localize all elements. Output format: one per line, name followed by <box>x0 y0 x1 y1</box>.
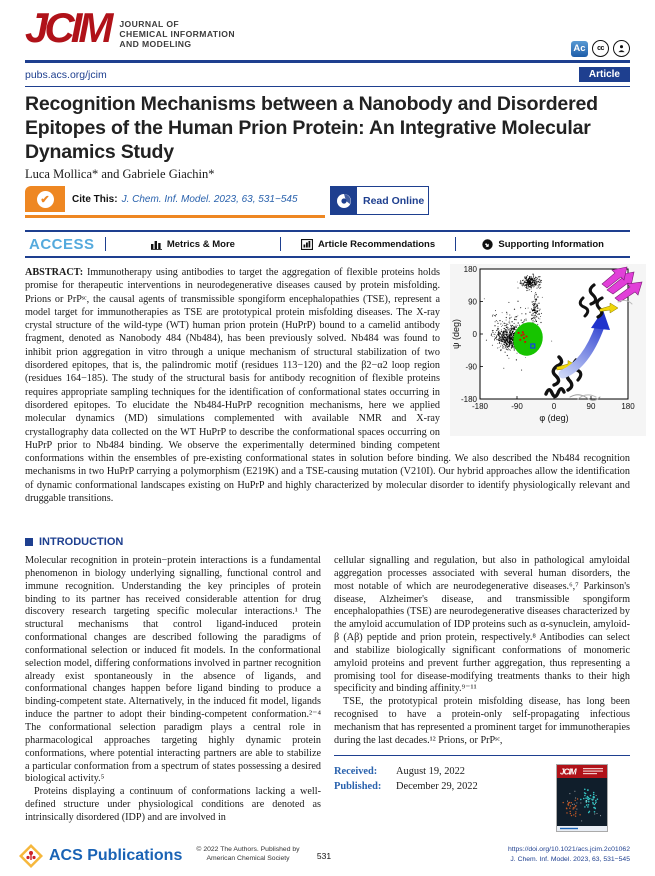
article-type-badge: Article <box>579 67 630 82</box>
svg-text:JCIM: JCIM <box>560 767 576 777</box>
journal-citation: J. Chem. Inf. Model. 2023, 63, 531−545 <box>510 855 630 863</box>
cite-tab <box>25 186 65 212</box>
y-tick: -180 <box>460 395 477 404</box>
cite-this-badge[interactable] <box>25 186 325 218</box>
page-number: 531 <box>316 851 332 861</box>
intro-paragraph: Proteins displaying a continuum of conformations lacking a well-defined structure under physiological conditions are denoted as intrinsically disordered (IDP) and are involved in <box>25 786 321 823</box>
section-bullet-icon <box>25 538 33 546</box>
jcim-logo: JCIM <box>25 4 110 51</box>
copyright-notice: © 2022 The Authors. Published by American Chemical Society <box>196 846 300 863</box>
right-column <box>334 555 630 841</box>
header-rule <box>25 60 630 63</box>
access-label[interactable]: ACCESS <box>29 235 95 253</box>
read-online-label: Read Online <box>363 194 425 207</box>
creative-commons-icon[interactable]: cc <box>592 40 609 57</box>
journal-cover-thumbnail[interactable] <box>556 764 608 832</box>
published-label: Published: <box>334 781 382 793</box>
y-tick: 90 <box>468 297 477 307</box>
check-icon: ✔ <box>37 191 54 208</box>
abstract-section <box>25 265 635 505</box>
x-tick: 90 <box>586 402 596 411</box>
supporting-information-link[interactable]: Supporting Information <box>456 239 630 250</box>
y-tick: 180 <box>463 265 477 274</box>
header-links-row <box>25 66 630 83</box>
intro-paragraph: Molecular recognition in protein−protein interactions is a fundamental phenomenon in biology underlying signalling, functional control and immune recognition. Understanding the key principles of protein binding to its partner has received considerable attention for drug discovery research targeting specific molecular interactions.¹ The structural mechanisms that control ligand-induced protein conformational changes are described following the paradigms of conformational selection or induced fit models. In the conformational selection model, differing conformations involved in partner recognition already exist spontaneously in the absence of ligands, and conformational changes happen before ligand binding to produce a binding-competent state. Alternatively, in the induced fit model, ligands induce the partner to adopt their binding-competent conformation.²⁻⁴ The conformational selection paradigm plays a central role in pharmacological approaches targeting highly dynamic protein conformations, where potential interacting partners are able to stabilize a particular conformation from a spectrum of states possessing a desired biological activity.⁵ <box>25 555 321 785</box>
intro-paragraph: cellular signalling and regulation, but also in pathological amyloidal aggregation processes associated with several human disorders, the most notable of which are neurodegenerative diseases.⁶,⁷ Parkinson's disease, Alzheimer's disease, and transmissible spongiform encephalopathies (TSE) are neurodegenerative diseases characterized by the amyloid accumulation of IDP proteins such as α-synuclein, amyloid-β (Aβ) peptide and prion protein, respectively.⁸ Antibodies can select and stabilize biologically significant conformations of monomeric amyloid proteins and prevent further aggregation, thus representing a promising tool for disease-modifying treatments thanks to their high specificity and binding affinity.⁹⁻¹¹ <box>334 555 630 695</box>
access-bar <box>25 230 630 258</box>
section-heading-introduction: INTRODUCTION <box>25 536 123 548</box>
doi-citation-block <box>508 845 630 864</box>
acs-authorchoice-icon[interactable]: Ac <box>571 41 588 57</box>
dates-rule <box>334 755 630 757</box>
x-tick: -90 <box>511 402 523 411</box>
journal-name: JOURNAL OF CHEMICAL INFORMATION AND MODELING <box>119 19 235 50</box>
license-badges <box>571 40 630 57</box>
abstract-graphic <box>450 264 646 436</box>
metrics-and-more-link[interactable]: Metrics & More <box>106 239 280 250</box>
received-date: August 19, 2022 <box>396 766 465 778</box>
doi-link[interactable]: https://doi.org/10.1021/acs.jcim.2c01062 <box>507 846 630 853</box>
dates-block <box>334 764 630 832</box>
recommendations-icon <box>301 239 313 250</box>
y-axis-label: ψ (deg) <box>451 319 461 349</box>
journal-site-link[interactable]: pubs.acs.org/jcim <box>25 68 107 81</box>
bar-chart-icon <box>151 239 162 250</box>
page-title: Recognition Mechanisms between a Nanobody and Disordered Epitopes of the Human Prion Protein: An Integrative Molecular Dynamics Study <box>25 93 598 163</box>
y-tick: 0 <box>472 330 477 339</box>
abstract-label: ABSTRACT: <box>25 267 84 278</box>
read-online-button[interactable] <box>330 186 429 215</box>
abstract-text: Immunotherapy using antibodies to target the aggregation of flexible proteins holds promise for therapeutic interventions in neurodegenerative diseases caused by protein misfolding. Prions or PrPˢᶜ, the causal agents of transmissible spongiform encephalopathies (TSE), represent a model target for immunotherapies as TSE are prototypical protein misfolding diseases. The X-ray crystal structure of the wild-type (WT) human prion protein (HuPrP) bound to a camelid antibody fragment, denoted as Nanobody 484 (Nb484), has been previously solved. Nb484 was found to inhibit prion aggregation in vitro through a unique mechanism of structural stabilization of two disordered epitopes, that is, the palindromic motif (residues 113−120) and the β2−α2 loop region (residues 164−185). The study of the structural basis for antibody recognition of flexible proteins requires appropriate sampling techniques for the identification of conformational states occurring in disordered epitopes. To elucidate the Nb484-HuPrP recognition mechanisms, here we applied molecular dynamics (MD) simulations complemented with available NMR and X-ray crystallography data collected on the WT HuPrP to describe the conformational spaces occurring on HuPrP prior to Nb484 binding. We observe the experimentally determined binding competent conformations within the ensembles of pre-existing conformational states in solution before binding. We also described the Nb484 recognition mechanisms in two HuPrP carrying a polymorphism (E219K) and a TSE-causing mutation (V210I). Our hybrid approaches allow the identification of dynamic conformational landscapes existing on HuPrP and highly characterized by molecular disorder to identify physiologically relevant and druggable transitions. <box>25 267 630 505</box>
body-columns <box>25 555 630 841</box>
x-tick: -180 <box>471 402 489 411</box>
page-footer <box>18 841 630 873</box>
x-tick: 180 <box>621 402 635 411</box>
x-tick: 0 <box>551 402 557 411</box>
published-date: December 29, 2022 <box>396 781 478 793</box>
header-rule-thin <box>25 86 630 87</box>
cc-attribution-icon[interactable] <box>613 40 630 57</box>
authors-line[interactable]: Luca Mollica* and Gabriele Giachin* <box>25 167 215 181</box>
left-column <box>25 555 321 841</box>
x-axis-label: φ (deg) <box>539 413 569 423</box>
cite-reference: J. Chem. Inf. Model. 2023, 63, 531−545 <box>121 193 298 205</box>
received-label: Received: <box>334 766 378 778</box>
y-tick: -90 <box>465 362 477 372</box>
intro-paragraph: TSE, the prototypical protein misfolding disease, has long been recognised to have a protein-only self-propagating infectious mechanism that has represented a prominent target for immunotherapies during the last decades.¹² Prions, or PrPˢᶜ, <box>334 696 630 746</box>
article-recommendations-link[interactable]: Article Recommendations <box>281 239 455 250</box>
person-icon <box>617 44 626 53</box>
supporting-info-icon <box>482 239 493 250</box>
acs-diamond-icon <box>18 843 44 869</box>
acs-publications-label: ACS Publications <box>49 847 183 864</box>
read-online-icon <box>331 187 357 214</box>
cite-label: Cite This: <box>72 193 118 205</box>
acs-publications-logo[interactable] <box>18 843 182 869</box>
journal-masthead <box>25 6 235 58</box>
